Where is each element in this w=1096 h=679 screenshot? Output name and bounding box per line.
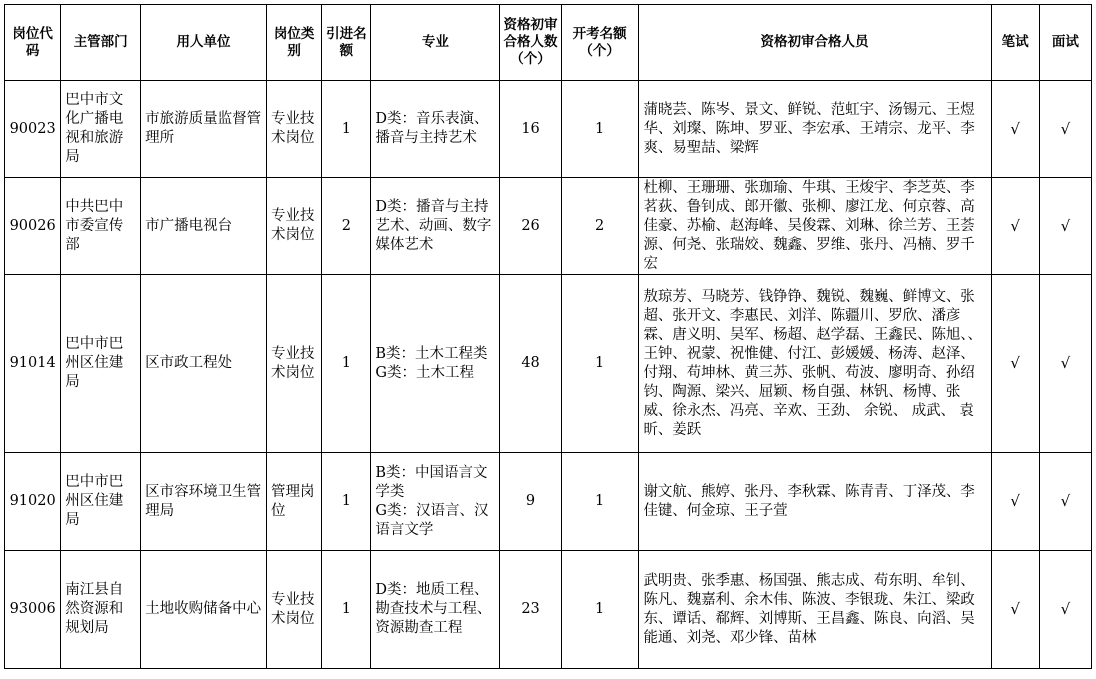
cell-category: 专业技术岗位	[267, 551, 322, 669]
cell-unit: 市广播电视台	[141, 178, 267, 275]
table-row	[5, 275, 1092, 453]
header-interview: 面试	[1039, 5, 1091, 81]
cell-qualified-count: 16	[500, 81, 561, 178]
cell-unit: 区市容环境卫生管理局	[141, 453, 267, 551]
cell-open-quota: 1	[561, 275, 638, 453]
cell-open-quota: 1	[561, 453, 638, 551]
cell-code: 90026	[5, 178, 61, 275]
cell-code: 91020	[5, 453, 61, 551]
header-row	[5, 5, 1092, 81]
cell-dept: 巴中市文化广播电视和旅游局	[61, 81, 141, 178]
table-row	[5, 551, 1092, 669]
cell-written: √	[991, 275, 1039, 453]
header-unit: 用人单位	[141, 5, 267, 81]
major-line: B类：土木工程类	[375, 345, 488, 362]
table-row	[5, 453, 1092, 551]
cell-major: D类：播音与主持艺术、动画、数字媒体艺术	[371, 178, 500, 275]
cell-interview: √	[1039, 275, 1091, 453]
cell-dept: 巴中市巴州区住建局	[61, 453, 141, 551]
cell-quota: 2	[322, 178, 371, 275]
cell-qualified-count: 26	[500, 178, 561, 275]
cell-unit: 土地收购储备中心	[141, 551, 267, 669]
cell-written: √	[991, 178, 1039, 275]
cell-code: 91014	[5, 275, 61, 453]
cell-qualified-count: 23	[500, 551, 561, 669]
cell-qualified-count: 48	[500, 275, 561, 453]
header-written: 笔试	[991, 5, 1039, 81]
header-category: 岗位类别	[267, 5, 322, 81]
cell-dept: 中共巴中市委宣传部	[61, 178, 141, 275]
cell-unit: 市旅游质量监督管理所	[141, 81, 267, 178]
cell-interview: √	[1039, 81, 1091, 178]
cell-interview: √	[1039, 551, 1091, 669]
cell-interview: √	[1039, 453, 1091, 551]
cell-quota: 1	[322, 453, 371, 551]
cell-major: D类：地质工程、勘查技术与工程、资源勘查工程	[371, 551, 500, 669]
table-row	[5, 81, 1092, 178]
cell-written: √	[991, 551, 1039, 669]
cell-qualified-people: 谢文航、熊婷、张丹、李秋霖、陈青青、丁泽茂、李佳键、何金琼、王子萱	[638, 453, 991, 551]
cell-qualified-people: 杜柳、王珊珊、张珈瑜、牛琪、王焌宇、李芝英、李茗荻、鲁钊成、郎开徽、张柳、廖江龙、何京蓉、高佳豪、苏榆、赵海峰、吴俊霖、刘琳、徐兰芳、王荟源、何尧、张瑞姣、魏鑫、罗维、张丹、冯楠、罗千宏	[638, 178, 991, 275]
cell-quota: 1	[322, 81, 371, 178]
major-line: G类：土木工程	[375, 364, 474, 381]
cell-dept: 巴中市巴州区住建局	[61, 275, 141, 453]
header-open-quota: 开考名额（个）	[561, 5, 638, 81]
header-qualified-people: 资格初审合格人员	[638, 5, 991, 81]
cell-category: 专业技术岗位	[267, 81, 322, 178]
header-dept: 主管部门	[61, 5, 141, 81]
header-quota: 引进名额	[322, 5, 371, 81]
table-row	[5, 178, 1092, 275]
cell-written: √	[991, 453, 1039, 551]
cell-quota: 1	[322, 275, 371, 453]
cell-dept: 南江县自然资源和规划局	[61, 551, 141, 669]
cell-category: 管理岗位	[267, 453, 322, 551]
cell-open-quota: 1	[561, 81, 638, 178]
cell-interview: √	[1039, 178, 1091, 275]
cell-qualified-people: 敖琼芳、马晓芳、钱铮铮、魏锐、魏巍、鲜博文、张超、张开文、李惠民、刘洋、陈疆川、罗欣、潘彦霖、唐义明、吴军、杨超、赵学磊、王鑫民、陈旭、、王钟、祝蒙、祝惟健、付江、彭媛媛、杨涛、赵泽、付翔、苟坤林、黄三苏、张帆、苟波、廖明奇、孙绍钧、陶源、梁兴、屈颖、杨自强、林钒、杨博、张威、徐永杰、冯亮、辛欢、王劲、 余锐、 成武、 袁昕、姜跃	[638, 275, 991, 453]
cell-qualified-count: 9	[500, 453, 561, 551]
cell-code: 90023	[5, 81, 61, 178]
cell-open-quota: 1	[561, 551, 638, 669]
qualification-table	[4, 4, 1092, 669]
cell-major	[371, 453, 500, 551]
cell-major	[371, 275, 500, 453]
cell-category: 专业技术岗位	[267, 178, 322, 275]
cell-quota: 1	[322, 551, 371, 669]
header-major: 专业	[371, 5, 500, 81]
cell-qualified-people: 武明贵、张季惠、杨国强、熊志成、苟东明、牟钊、陈凡、魏嘉利、余木伟、陈波、李银珑、朱江、梁政东、谭话、郗辉、刘博斯、王昌鑫、陈良、向滔、吴能通、刘尧、邓少锋、苗林	[638, 551, 991, 669]
major-line: G类：汉语言、汉语言文学	[375, 502, 489, 538]
major-line: B类：中国语言文学类	[375, 464, 488, 500]
cell-qualified-people: 蒲晓芸、陈岑、景文、鲜锐、范虹宇、汤锡元、王煜华、刘璨、陈坤、罗亚、李宏承、王靖宗、龙平、李爽、易聖喆、梁辉	[638, 81, 991, 178]
cell-open-quota: 2	[561, 178, 638, 275]
cell-code: 93006	[5, 551, 61, 669]
header-qualified-count: 资格初审合格人数（个）	[500, 5, 561, 81]
cell-category: 专业技术岗位	[267, 275, 322, 453]
cell-unit: 区市政工程处	[141, 275, 267, 453]
cell-written: √	[991, 81, 1039, 178]
header-code: 岗位代码	[5, 5, 61, 81]
cell-major: D类：音乐表演、播音与主持艺术	[371, 81, 500, 178]
